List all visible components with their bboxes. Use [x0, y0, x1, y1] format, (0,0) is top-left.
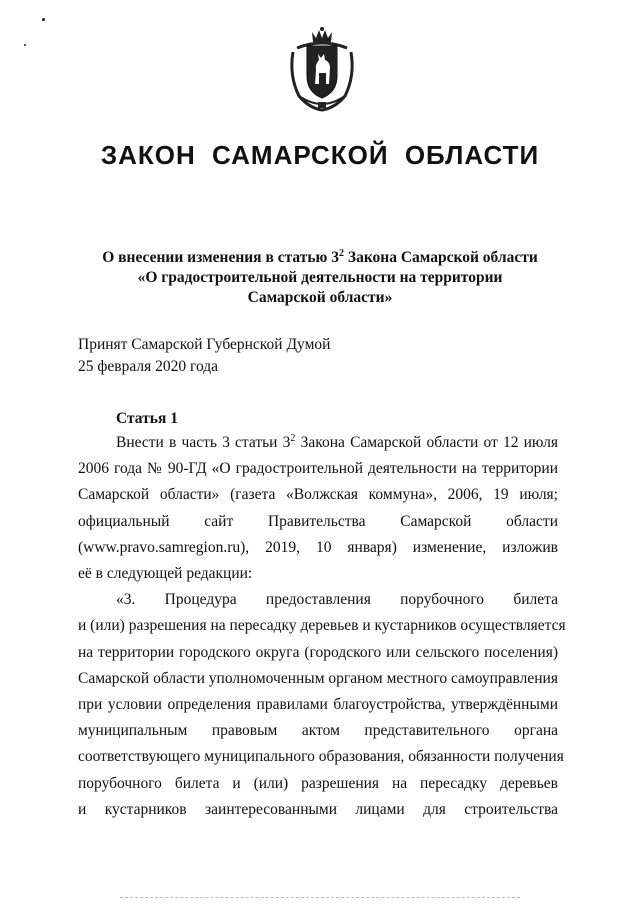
text-line: при условии определения правилами благоустройства, утверждёнными: [78, 696, 558, 714]
text-line: и кустарников заинтересованными лицами для строительства: [78, 800, 558, 818]
law-subject: [80, 248, 560, 308]
text-line: Внести в часть 3 статьи $3^2$ Закона Самарской области от 12 июля: [116, 432, 558, 451]
subject-line: О внесении изменения в статью $3^2$ Закона Самарской области: [102, 247, 538, 266]
adoption-body: Принят Самарской Губернской Думой: [78, 336, 331, 353]
text-line: Самарской области» (газета «Волжская коммуна», 2006, 19 июля;: [78, 486, 558, 504]
scan-edge-divider: [120, 897, 520, 898]
text-line: (www.pravo.samregion.ru), 2019, 10 января) изменение, изложив: [78, 538, 558, 556]
text-line: официальный сайт Правительства Самарской области: [78, 512, 558, 530]
samara-coat-of-arms-icon: [285, 26, 359, 112]
text-line: на территории городского округа (городского или сельского поселения): [78, 643, 558, 661]
text-line: порубочного билета и (или) разрешения на пересадку деревьев: [78, 774, 558, 792]
scan-speck: [24, 44, 26, 46]
paragraph-amendment: [78, 430, 558, 587]
article-heading: Статья 1: [116, 410, 178, 427]
law-title: ЗАКОН САМАРСКОЙ ОБЛАСТИ: [100, 140, 540, 170]
text-line: соответствующего муниципального образования, обязанности получения: [78, 748, 564, 766]
paragraph-new-wording: [78, 587, 566, 823]
text-line: «3. Процедура предоставления порубочного билета: [116, 591, 558, 609]
subject-line: Самарской области»: [247, 289, 393, 306]
text-line: и (или) разрешения на пересадку деревьев и кустарников осуществляется: [78, 617, 566, 635]
text-line: Самарской области уполномоченным органом местного самоуправления: [78, 669, 558, 687]
subject-line: «О градостроительной деятельности на территории: [137, 269, 503, 286]
text-line: 2006 года № 90-ГД «О градостроительной деятельности на территории: [78, 460, 558, 478]
text-line: её в следующей редакции:: [78, 565, 253, 583]
scan-speck: [42, 18, 45, 21]
adoption-info: [78, 334, 330, 378]
text-line: муниципальным правовым актом представительного органа: [78, 722, 558, 740]
article-body: [78, 430, 566, 823]
adoption-date: 25 февраля 2020 года: [78, 358, 219, 375]
